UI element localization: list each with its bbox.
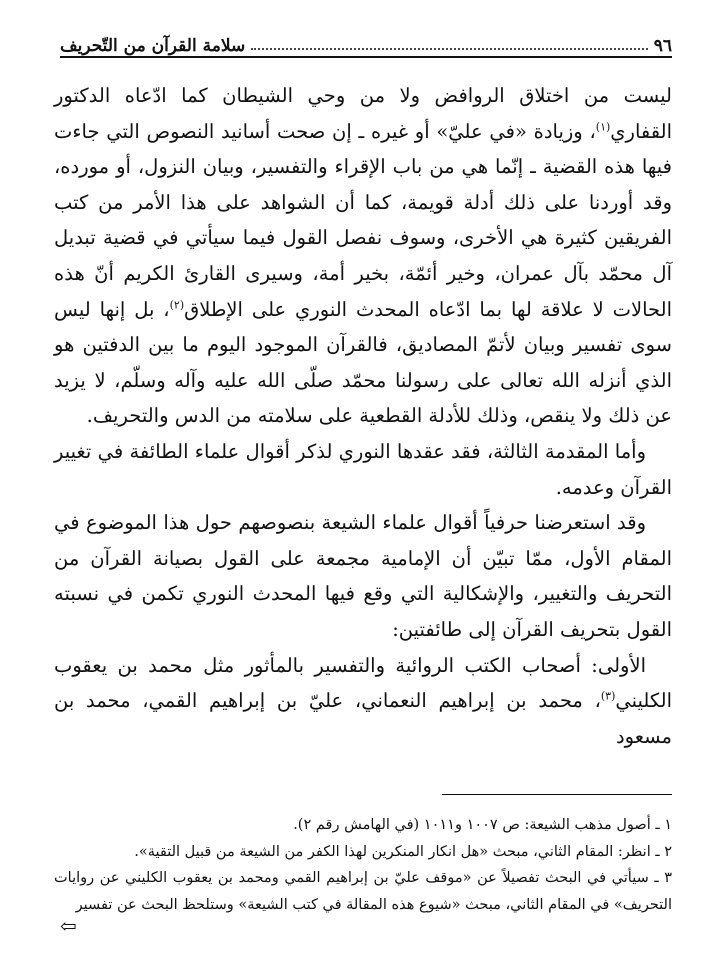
paragraph-3: وقد استعرضنا حرفياً أقوال علماء الشيعة بنصوصهم حول هذا الموضوع في المقام الأول، ممّا تبيّن أن الإمامية مجمعة على القول بصيانة القرآن من التحريف والتغيير، والإشكالية التي وقع فيها المحدث النوري تكمن في نسبته القول بتحريف القرآن إلى طائفتين: <box>54 511 672 641</box>
footnote-ref-3[interactable]: (٣) <box>600 689 616 703</box>
footnote-ref-2[interactable]: (٢) <box>169 298 185 312</box>
paragraph-text: ، وزيادة «في عليّ» أو غيره ـ إن صحت أسانيد النصوص التي جاءت فيها هذه القضية ـ إنّما هي من باب الإقراء والتفسير، وبيان النزول، أو مورده، وقد أوردنا على ذلك أدلة قويمة، كما أن الشواهد على هذا الأمر من كتب الفريقين كثيرة هي الأخرى، وسوف نفصل القول فيما سيأتي في قضية تبديل آل محمّد بآل عمران، وخير أئمّة، بخير أمة، وسيرى القارئ الكريم أنّ هذه الحالات لا علاقة لها بما ادّعاه المحدث النوري على الإطلاق <box>54 119 672 321</box>
paragraph-1 <box>54 78 672 434</box>
page-number: ٩٦ <box>653 36 672 56</box>
footnote-ref-1[interactable]: (١) <box>595 120 611 134</box>
body-text <box>54 78 672 754</box>
paragraph-text: ليست من اختلاق الروافض ولا من وحي الشيطان كما ادّعاه الدكتور القفاري <box>54 84 672 143</box>
footnote-separator <box>442 794 672 795</box>
footnotes <box>54 812 672 918</box>
running-header <box>60 28 672 58</box>
continue-arrow-icon: ⇦ <box>60 914 77 938</box>
paragraph-text: الأولى: أصحاب الكتب الروائية والتفسير بالمأثور مثل محمد بن يعقوب الكليني <box>54 653 672 713</box>
paragraph-4 <box>54 648 672 755</box>
paragraph-2: وأما المقدمة الثالثة، فقد عقدها النوري لذكر أقوال علماء الطائفة في تغيير القرآن وعدمه. <box>54 439 672 499</box>
footnote-3: ٣ ـ سيأتي في البحث تفصيلاً عن «موقف عليّ بن إبراهيم القمي ومحمد بن يعقوب الكليني عن روايات التحريف» في المقام الثاني، مبحث «شيوع هذه المقالة في كتب الشيعة» وستلحظ البحث عن تفسير <box>54 870 672 913</box>
footnote-1: ١ ـ أصول مذهب الشيعة: ص ١٠٠٧ و١٠١١ (في الهامش رقم ٢). <box>293 817 672 833</box>
header-dotted-leader <box>251 48 648 50</box>
paragraph-text: ، بل إنها ليس سوى تفسير وبيان لأتمّ المصاديق، فالقرآن الموجود اليوم ما بين الدفتين هو الذي أنزله الله تعالى على رسولنا محمّد صلّى الله عليه وآله وسلّم، لا يزيد عن ذلك ولا ينقص، وذلك للأدلة القطعية على سلامته من الدس والتحريف. <box>54 297 672 428</box>
paragraph-text: ، محمد بن إبراهيم النعماني، عليّ بن إبراهيم القمي، محمد بن مسعود <box>54 689 672 748</box>
running-title: سلامة القرآن من التّحريف <box>60 36 246 56</box>
footnote-2: ٢ ـ انظر: المقام الثاني، مبحث «هل انكار المنكرين لهذا الكفر من الشيعة من قبيل التقية». <box>134 843 672 860</box>
